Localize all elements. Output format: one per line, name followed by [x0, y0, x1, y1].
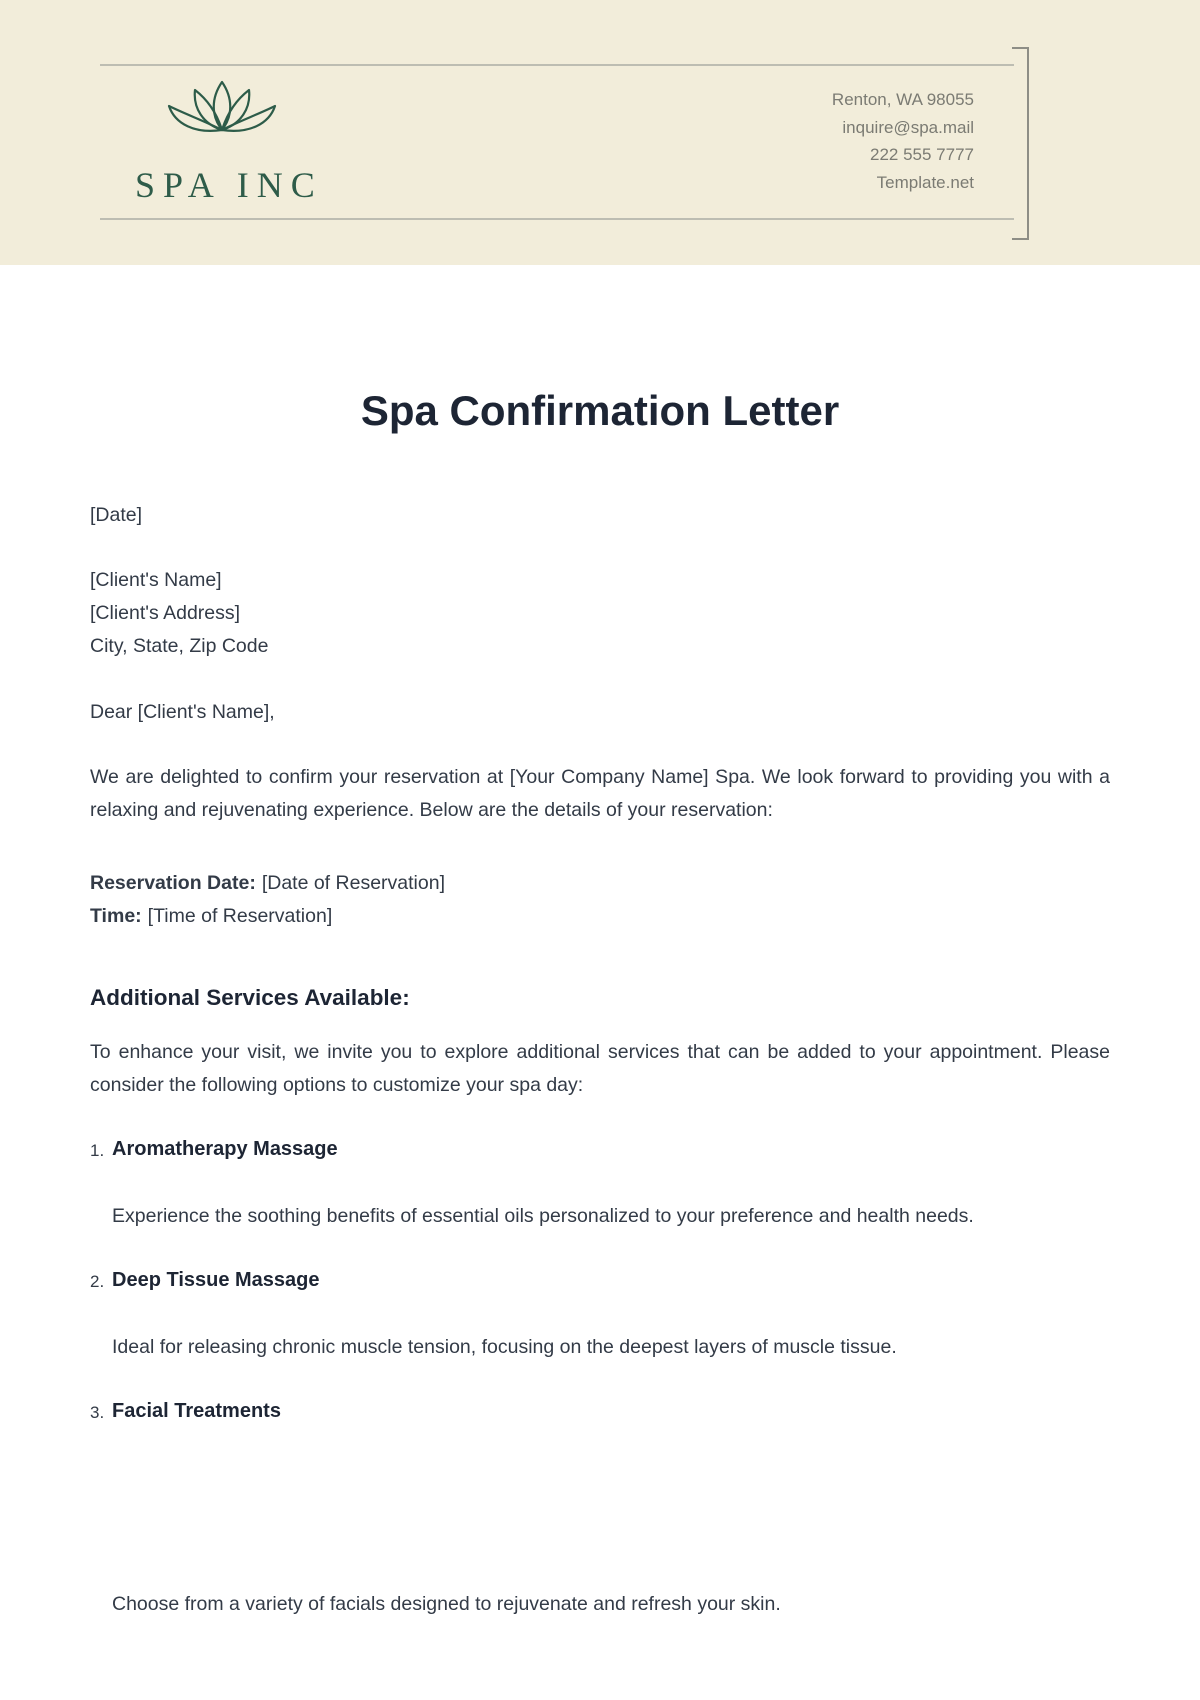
salutation: Dear [Client's Name], — [90, 701, 275, 723]
date-placeholder: [Date] — [90, 504, 143, 526]
reservation-time-line — [90, 900, 1110, 933]
client-address-line: [Client's Address] — [90, 602, 241, 624]
lotus-icon — [147, 78, 297, 156]
service-1-number: 1. — [90, 1141, 105, 1160]
letter-body — [0, 387, 1200, 1621]
letterhead-top-rule — [100, 64, 1014, 66]
service-3-number: 3. — [90, 1403, 105, 1422]
reservation-date-line — [90, 867, 1110, 900]
service-1-name: Aromatherapy Massage — [112, 1138, 338, 1160]
intro-paragraph: We are delighted to confirm your reservation at [Your Company Name] Spa. We look forward to providing you with a relaxing and rejuvenating experience. Below are the details of your reservation: — [90, 766, 1110, 821]
contact-info — [832, 86, 974, 196]
letterhead-bottom-rule — [100, 218, 1014, 220]
letter-title: Spa Confirmation Letter — [360, 387, 840, 434]
contact-email: inquire@spa.mail — [842, 117, 974, 137]
service-2-number: 2. — [90, 1272, 105, 1291]
contact-address: Renton, WA 98055 — [831, 90, 974, 109]
letterhead — [0, 0, 1200, 265]
company-logo — [135, 78, 323, 206]
contact-phone: 222 555 7777 — [870, 145, 974, 164]
reservation-time-label: Time: — [90, 905, 142, 927]
client-city-line: City, State, Zip Code — [90, 635, 269, 657]
service-2-description: Ideal for releasing chronic muscle tension, focusing on the deepest layers of muscle tissue. — [112, 1336, 897, 1358]
reservation-date-label: Reservation Date: — [90, 872, 256, 894]
services-intro-paragraph: To enhance your visit, we invite you to explore additional services that can be added to your appointment. Please consider the following options to customize your spa day: — [90, 1041, 1110, 1096]
service-item-3 — [90, 1400, 1110, 1423]
corner-bracket-decoration — [1012, 47, 1029, 240]
service-1-description: Experience the soothing benefits of essential oils personalized to your preference and health needs. — [112, 1205, 974, 1227]
company-name: SPA INC — [135, 165, 323, 205]
service-3-name: Facial Treatments — [112, 1400, 281, 1422]
service-2-name: Deep Tissue Massage — [112, 1269, 320, 1291]
client-address-block — [90, 564, 1110, 663]
client-name-line: [Client's Name] — [90, 569, 222, 591]
services-heading: Additional Services Available: — [90, 985, 410, 1010]
contact-website: Template.net — [876, 172, 974, 192]
reservation-time-value: [Time of Reservation] — [147, 905, 333, 927]
service-item-1 — [90, 1138, 1110, 1161]
service-item-2 — [90, 1269, 1110, 1292]
service-3-description: Choose from a variety of facials designed to rejuvenate and refresh your skin. — [112, 1593, 781, 1615]
reservation-date-value: [Date of Reservation] — [261, 872, 445, 894]
reservation-details — [90, 867, 1110, 933]
